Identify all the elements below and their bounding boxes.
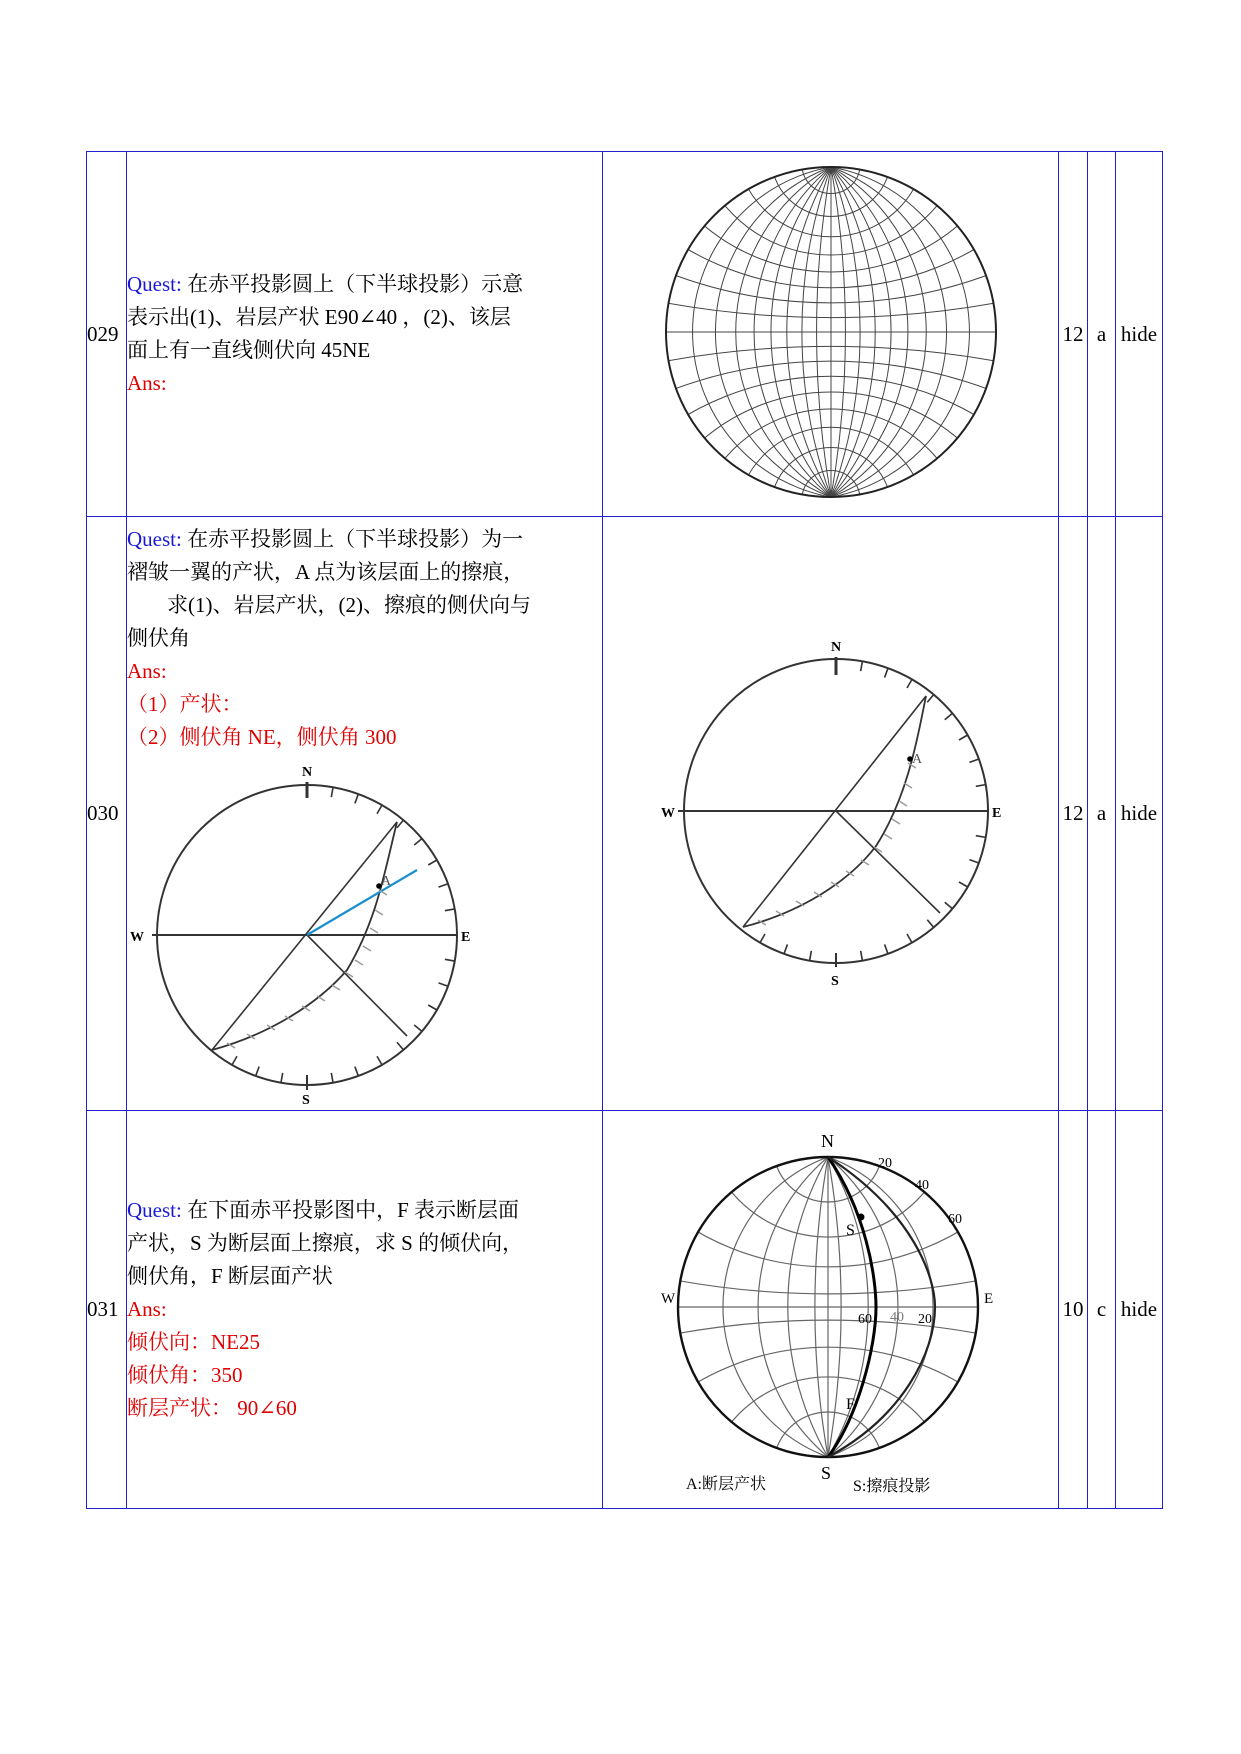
- rim-label-40: 40: [915, 1178, 929, 1193]
- rim-tick: [439, 883, 448, 886]
- rim-tick: [445, 908, 455, 910]
- rim-tick: [281, 1072, 283, 1082]
- west-label: W: [661, 806, 675, 821]
- rim-tick: [907, 679, 912, 688]
- west-label: W: [130, 929, 144, 945]
- arc-ticks: [227, 890, 387, 1048]
- table-row: [87, 517, 1163, 1111]
- equator-label-40: 40: [890, 1310, 904, 1325]
- level: a: [1088, 517, 1116, 1111]
- point-a-label: A: [381, 873, 392, 889]
- arc-tick: [892, 819, 900, 824]
- quest-text: 褶皱一翼的产状，A 点为该层面上的擦痕，: [127, 559, 525, 584]
- north-label: N: [821, 1131, 834, 1151]
- rim-tick: [945, 713, 953, 719]
- quest-text: 求(1)、岩层产状，(2)、擦痕的侧伏向与: [167, 592, 531, 617]
- wulff-net-figure: [661, 162, 1001, 502]
- rim-tick: [976, 836, 986, 838]
- south-label: S: [302, 1092, 310, 1108]
- question-cell: [127, 1111, 603, 1509]
- east-label: E: [461, 929, 471, 945]
- quest-line: [127, 268, 602, 301]
- rim-tick: [969, 759, 978, 762]
- rim-tick: [976, 785, 986, 787]
- question-table: [86, 151, 1163, 1509]
- rim-tick: [256, 1066, 259, 1075]
- rim-tick: [355, 1066, 358, 1075]
- rim-tick: [377, 805, 382, 814]
- rim-tick: [885, 944, 888, 953]
- quest-label: Quest:: [127, 1198, 182, 1222]
- south-label: S: [821, 1463, 832, 1483]
- quest-text: 侧伏角，F 断层面产状: [127, 1264, 333, 1288]
- arc-tick: [884, 834, 892, 839]
- ans-label: Ans:: [127, 1297, 167, 1321]
- arc-tick: [363, 946, 371, 951]
- arc-tick: [355, 960, 363, 965]
- question-cell: [127, 517, 603, 1111]
- rim-tick: [927, 695, 933, 703]
- quest-text: 表示出(1)、岩层产状 E90∠40 ，(2)、该层: [127, 305, 511, 329]
- score: 12: [1059, 152, 1088, 517]
- rake-line: [307, 870, 417, 935]
- ans-text: （2）侧伏角 NE，侧伏角 300: [127, 724, 397, 749]
- west-label: W: [661, 1291, 676, 1307]
- rim-label-20: 20: [878, 1156, 892, 1171]
- status: hide: [1116, 517, 1163, 1111]
- table-row: [87, 152, 1163, 517]
- arc-tick: [375, 910, 383, 915]
- rim-tick: [414, 1024, 422, 1030]
- rim-tick: [885, 668, 888, 677]
- rim-tick: [232, 1056, 237, 1065]
- question-stereonet-figure: [658, 631, 1003, 991]
- quest-text: 产状，S 为断层面上擦痕，求 S 的倾伏向，: [127, 1231, 524, 1255]
- striation-point: [858, 1214, 865, 1221]
- question-id: 031: [87, 1111, 127, 1509]
- rim-tick: [861, 951, 863, 961]
- quest-line: [127, 523, 602, 556]
- fault-label: F: [846, 1396, 855, 1413]
- rim-tick: [355, 794, 358, 803]
- question-cell: [127, 152, 603, 517]
- arc-tick: [899, 801, 907, 806]
- rim-tick: [810, 951, 812, 961]
- question-id: 029: [87, 152, 127, 517]
- figure-cell: [603, 152, 1059, 517]
- ans-text: 倾伏向：NE25: [127, 1330, 260, 1354]
- question-id: 030: [87, 517, 127, 1111]
- rim-tick: [377, 1056, 382, 1065]
- arc-tick: [332, 985, 340, 990]
- equator-label-20: 20: [918, 1312, 932, 1327]
- rim-tick: [760, 934, 765, 943]
- figure-cell: [603, 1111, 1059, 1509]
- level: a: [1088, 152, 1116, 517]
- rim-tick: [331, 787, 333, 797]
- rim-tick: [397, 820, 403, 828]
- east-label: E: [992, 806, 1002, 821]
- arc-tick: [370, 928, 378, 933]
- rim-tick: [784, 944, 787, 953]
- ans-label: Ans:: [127, 658, 167, 683]
- ans-text: 倾伏角：350: [127, 1363, 243, 1387]
- rim-tick: [397, 1042, 403, 1050]
- figure-cell: [603, 517, 1059, 1111]
- table-row: [87, 1111, 1163, 1509]
- rim-tick: [927, 920, 933, 928]
- quest-text: 在赤平投影圆上（下半球投影）示意: [187, 272, 524, 296]
- quest-label: Quest:: [127, 526, 182, 551]
- level: c: [1088, 1111, 1116, 1509]
- fault-stereonet-figure: [658, 1117, 1003, 1497]
- rim-tick: [959, 735, 968, 740]
- status: hide: [1116, 1111, 1163, 1509]
- north-label: N: [831, 640, 842, 655]
- east-label: E: [984, 1291, 994, 1307]
- quest-line: [127, 1194, 602, 1227]
- quest-text: 侧伏角: [127, 625, 190, 650]
- rim-tick: [428, 1005, 437, 1010]
- rim-tick: [414, 838, 422, 844]
- caption-fault-attitude: A:断层产状: [686, 1476, 767, 1493]
- status: hide: [1116, 152, 1163, 517]
- rim-tick: [959, 882, 968, 887]
- ans-label: Ans:: [127, 371, 167, 395]
- caption-striation-projection: S:擦痕投影: [853, 1478, 931, 1495]
- point-a-label: A: [912, 752, 923, 767]
- north-label: N: [302, 764, 313, 780]
- rim-tick: [428, 860, 437, 865]
- rim-tick: [861, 661, 863, 671]
- rim-tick: [907, 934, 912, 943]
- rim-tick: [331, 1072, 333, 1082]
- quest-text: 面上有一直线侧伏向 45NE: [127, 338, 371, 362]
- rim-label-60: 60: [948, 1212, 962, 1227]
- quest-text: 在下面赤平投影图中，F 表示断层面: [187, 1198, 520, 1222]
- arc-ticks: [758, 763, 916, 925]
- equator-label-60: 60: [858, 1312, 872, 1327]
- score: 12: [1059, 517, 1088, 1111]
- quest-text: 在赤平投影圆上（下半球投影）为一: [187, 526, 524, 551]
- rim-tick: [945, 902, 953, 908]
- rim-tick: [445, 959, 455, 961]
- ans-text: （1）产状：: [127, 691, 243, 716]
- south-label: S: [831, 974, 839, 989]
- score: 10: [1059, 1111, 1088, 1509]
- striation-label: S: [846, 1222, 855, 1239]
- quest-label: Quest:: [127, 272, 182, 296]
- rim-tick: [969, 860, 978, 863]
- answer-stereonet-figure: [127, 760, 471, 1108]
- ans-text: 断层产状： 90∠60: [127, 1396, 297, 1420]
- rim-tick: [439, 982, 448, 985]
